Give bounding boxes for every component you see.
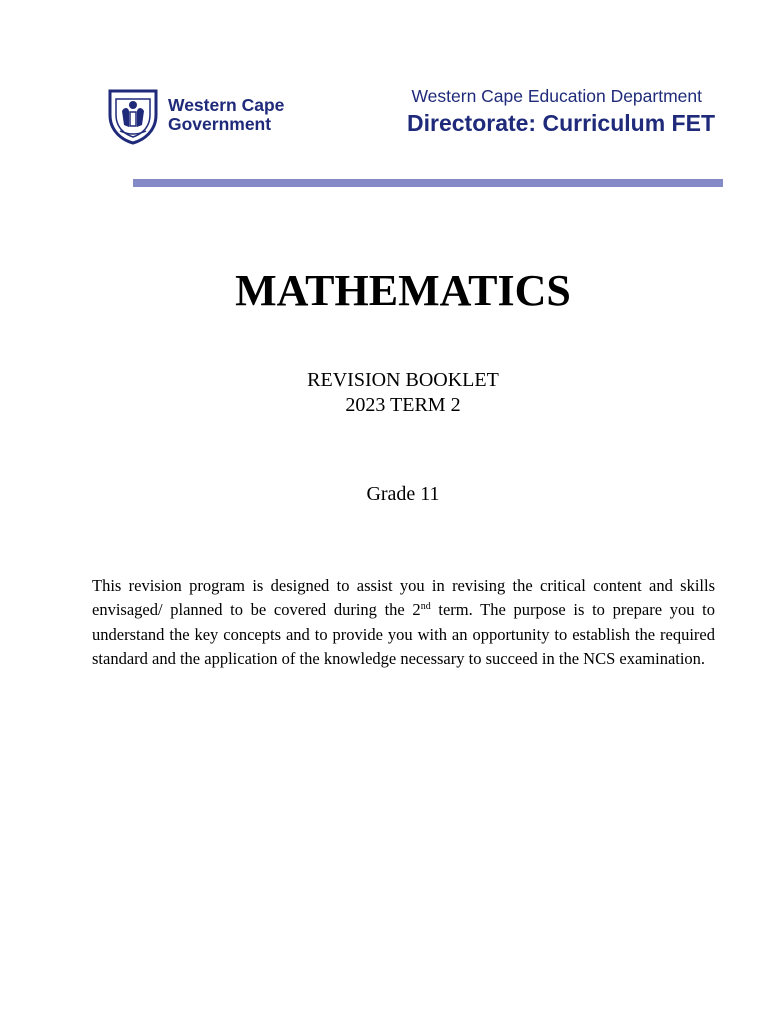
intro-text-part-1: This revision program is designed to assist you in revising the critical content and skills envisaged/ planned to be covered during the 2 (92, 576, 715, 620)
booklet-subtitle (0, 368, 768, 418)
header-divider (133, 179, 723, 187)
western-cape-government-logo (104, 85, 304, 145)
department-header (360, 84, 715, 138)
logo-wordmark (168, 96, 284, 134)
intro-paragraph (92, 574, 715, 671)
logo-line-1: Western Cape (168, 95, 285, 115)
intro-text-part-2: term. The purpose is to prepare you to understand the key concepts and to provide you with an opportunity to establish the required standard and the application of the knowledge necessary to succeed in the NCS examination. (92, 600, 715, 668)
department-name: Western Cape Education Department (411, 86, 702, 106)
ordinal-suffix: nd (420, 601, 431, 613)
subtitle-line-2: 2023 TERM 2 (345, 394, 461, 416)
subtitle-line-1: REVISION BOOKLET (307, 369, 499, 391)
grade-label: Grade 11 (366, 483, 440, 505)
page-title: MATHEMATICS (235, 266, 571, 315)
directorate-name: Directorate: Curriculum FET (407, 110, 715, 136)
coat-of-arms-icon (104, 85, 162, 145)
logo-line-2: Government (168, 114, 272, 134)
